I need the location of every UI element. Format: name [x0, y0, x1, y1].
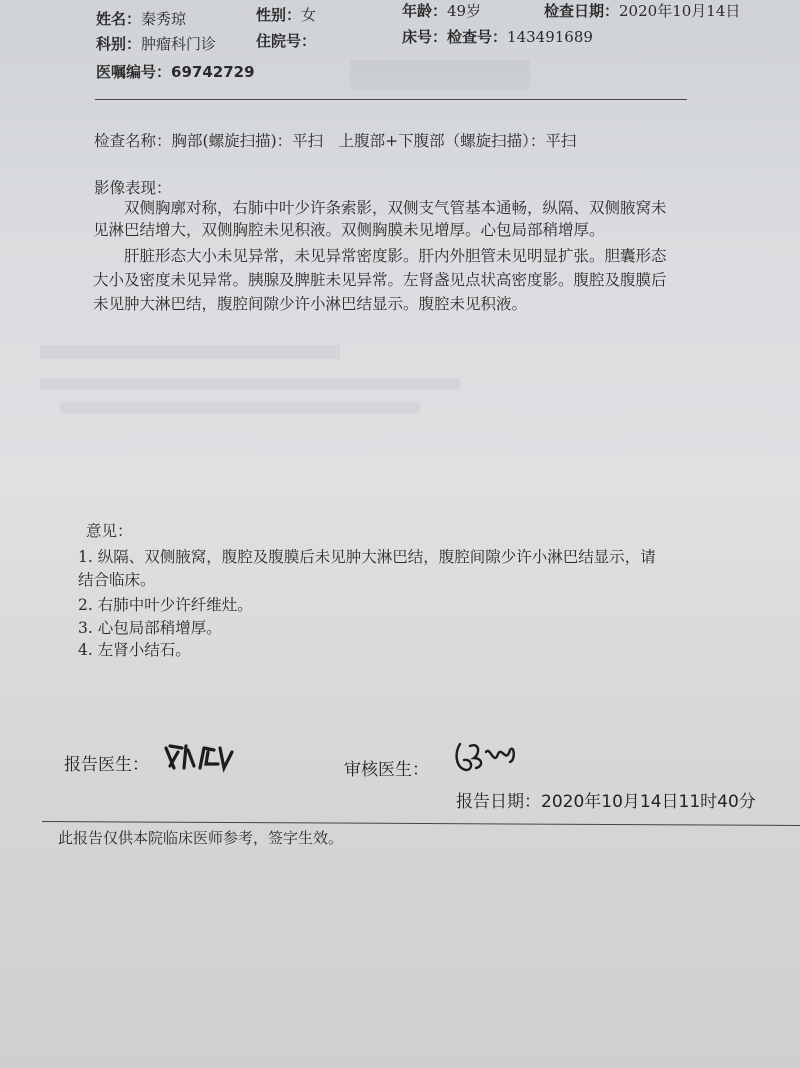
findings-line: 未见肿大淋巴结，腹腔间隙少许小淋巴结显示。腹腔未见积液。 — [93, 295, 528, 313]
bed-label: 床号： — [402, 28, 448, 46]
age-row — [402, 0, 481, 21]
footer-note: 此报告仅供本院临床医师参考，签字生效。 — [58, 829, 344, 847]
exam-name-label: 检查名称： — [94, 132, 172, 150]
bleed-through-mark — [60, 402, 420, 414]
opinion-item: 结合临床。 — [78, 571, 156, 589]
findings-title: 影像表现： — [94, 179, 172, 197]
reporter-label: 报告医生： — [64, 755, 149, 775]
reporter-signature-image — [160, 738, 240, 774]
bleed-through-mark — [350, 60, 530, 90]
sex-value: 女 — [301, 6, 317, 24]
exam-date-label: 检查日期： — [544, 2, 620, 20]
opinion-item: 3. 心包局部稍增厚。 — [78, 619, 222, 637]
reviewer-label: 审核医生： — [344, 760, 429, 780]
opinion-item: 2. 右肺中叶少许纤维灶。 — [78, 596, 253, 614]
dept-row — [96, 33, 216, 54]
exam-name-value: 胸部(螺旋扫描)：平扫 上腹部+下腹部（螺旋扫描）：平扫 — [171, 132, 577, 150]
order-no-label: 医嘱编号： — [96, 63, 172, 81]
age-value: 49岁 — [447, 2, 482, 20]
header-divider — [95, 99, 687, 100]
name-value: 秦秀琼 — [141, 10, 187, 28]
opinion-item: 4. 左肾小结石。 — [78, 641, 191, 659]
exam-no-label: 检查号： — [447, 28, 508, 46]
reviewer-signature-image — [450, 736, 522, 776]
dept-value: 肿瘤科门诊 — [141, 35, 217, 53]
order-no-row — [96, 61, 255, 82]
sex-row — [256, 4, 316, 25]
findings-line: 见淋巴结增大，双侧胸腔未见积液。双侧胸膜未见增厚。心包局部稍增厚。 — [93, 221, 605, 239]
inpatient-label: 住院号： — [256, 32, 317, 50]
inpatient-row — [256, 30, 316, 51]
bleed-through-mark — [40, 345, 340, 359]
exam-no-value: 143491689 — [507, 28, 593, 46]
findings-line: 双侧胸廓对称，右肺中叶少许条索影，双侧支气管基本通畅，纵隔、双侧腋窝未 — [124, 199, 667, 217]
dept-label: 科别： — [96, 35, 142, 53]
opinion-title: 意见： — [86, 522, 133, 540]
order-no-value: 69742729 — [171, 63, 255, 81]
bleed-through-mark — [40, 378, 460, 390]
patient-name-row — [96, 8, 186, 29]
sex-label: 性别： — [256, 6, 302, 24]
report-date: 报告日期：2020年10月14日11时40分 — [456, 792, 756, 812]
exam-date-value: 2020年10月14日 — [619, 2, 741, 20]
footer-divider — [42, 821, 800, 826]
opinion-item: 1. 纵隔、双侧腋窝，腹腔及腹膜后未见肿大淋巴结，腹腔间隙少许小淋巴结显示，请 — [78, 548, 656, 566]
findings-line: 大小及密度未见异常。胰腺及脾脏未见异常。左肾盏见点状高密度影。腹腔及腹膜后 — [93, 271, 667, 289]
age-label: 年龄： — [402, 2, 448, 20]
exam-date-row — [544, 0, 740, 21]
findings-line: 肝脏形态大小未见异常，未见异常密度影。肝内外胆管未见明显扩张。胆囊形态 — [124, 247, 667, 265]
bed-exam-row — [402, 26, 593, 47]
name-label: 姓名： — [96, 10, 142, 28]
exam-name-row — [94, 130, 576, 154]
